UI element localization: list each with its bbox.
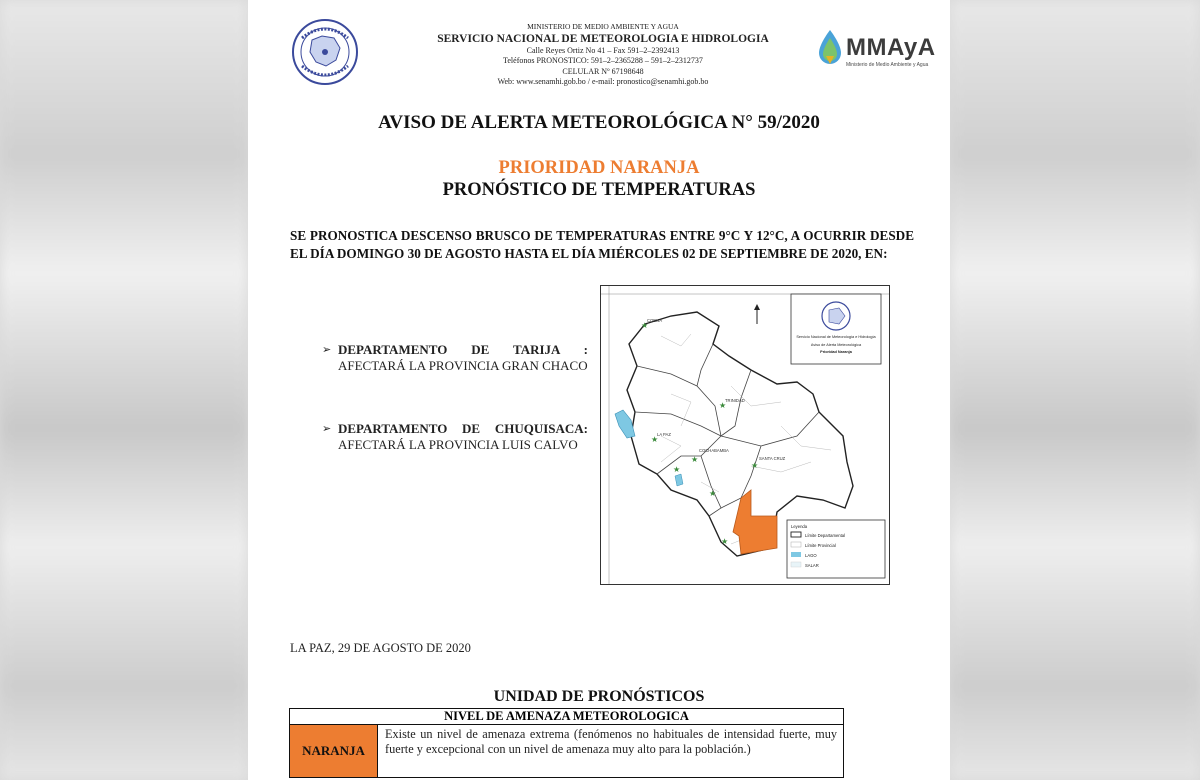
north-arrow-icon <box>754 304 760 324</box>
city-label: LA PAZ <box>657 432 671 437</box>
city-label: COCHABAMBA <box>699 448 729 453</box>
station-star-icon: ★ <box>673 465 681 474</box>
threat-description-cell: Existe un nivel de amenaza extrema (fenómenos no habituales de intensidad fuerte, muy fuerte y excepcional con un nivel de amenaza muy alto para la población.) <box>385 727 837 756</box>
department-detail: AFECTARÁ LA PROVINCIA GRAN CHACO <box>338 358 588 373</box>
senamhi-seal-logo <box>290 18 360 86</box>
letterhead-text <box>358 22 848 88</box>
bullet-arrow-icon: ➢ <box>322 344 332 356</box>
station-star-icon: ★ <box>691 455 699 464</box>
water-drop-icon <box>816 28 844 68</box>
city-label: COBIJA <box>647 318 663 323</box>
map-box-title: Servicio Nacional de Meteorología e Hidrología <box>796 335 876 339</box>
station-star-icon: ★ <box>651 435 659 444</box>
table-header: NIVEL DE AMENAZA METEOROLOGICA <box>290 709 843 725</box>
service-name: SERVICIO NACIONAL DE METEOROLOGIA E HIDROLOGIA <box>437 32 769 45</box>
mmaya-logo <box>816 28 946 72</box>
department-item <box>322 421 588 453</box>
alert-map <box>600 285 890 585</box>
station-star-icon: ★ <box>721 537 729 546</box>
threat-level-table <box>289 708 844 778</box>
phones-line: Teléfonos PRONOSTICO: 591–2–2365288 – 591–2–2312737 <box>503 56 703 65</box>
station-star-icon: ★ <box>641 321 649 330</box>
legend-item: Límite Provincial <box>805 543 836 548</box>
ministry-line: MINISTERIO DE MEDIO AMBIENTE Y AGUA <box>527 22 679 31</box>
legend-item: Límite Departamental <box>805 533 846 538</box>
table-row <box>290 725 843 777</box>
map-box-sub: Aviso de Alerta Meteorológica <box>810 343 862 347</box>
map-box-priority: Prioridad Naranja <box>820 350 852 354</box>
background-blur-left <box>0 0 248 780</box>
cell-line: CELULAR Nº 67198648 <box>562 66 644 76</box>
background-blur-right <box>950 0 1200 780</box>
legend-title: Leyenda <box>791 524 808 529</box>
legend-item: LAGO <box>805 553 817 558</box>
department-name: DEPARTAMENTO DE CHUQUISACA: <box>338 421 588 436</box>
address-line: Calle Reyes Ortiz No 41 – Fax 591–2–2392413 <box>526 45 680 55</box>
letterhead <box>248 18 950 98</box>
issue-date: LA PAZ, 29 DE AGOSTO DE 2020 <box>290 641 471 655</box>
mmaya-subtitle: Ministerio de Medio Ambiente y Agua <box>846 62 929 68</box>
city-label: SANTA CRUZ <box>759 456 786 461</box>
notice-title: AVISO DE ALERTA METEOROLÓGICA N° 59/2020 <box>378 112 820 133</box>
station-star-icon: ★ <box>719 401 727 410</box>
station-star-icon: ★ <box>709 489 717 498</box>
forecast-intro: SE PRONOSTICA DESCENSO BRUSCO DE TEMPERATURAS ENTRE 9°C Y 12°C, A OCURRIR DESDE EL DÍA DOMINGO 30 DE AGOSTO HASTA EL DÍA MIÉRCOLES 02 DE SEPTIEMBRE DE 2020, EN: <box>290 228 914 261</box>
mmaya-wordmark: MMAyA <box>846 34 936 61</box>
department-detail: AFECTARÁ LA PROVINCIA LUIS CALVO <box>338 437 578 452</box>
lake-titicaca <box>615 410 635 438</box>
department-name: DEPARTAMENTO DE TARIJA : <box>338 342 588 357</box>
notice-subtitle: PRONÓSTICO DE TEMPERATURAS <box>442 180 756 200</box>
city-label: TRINIDAD <box>725 398 745 403</box>
issuing-unit: UNIDAD DE PRONÓSTICOS <box>493 688 705 705</box>
station-star-icon: ★ <box>751 461 759 470</box>
threat-level-cell: NARANJA <box>290 725 378 777</box>
priority-label: PRIORIDAD NARANJA <box>498 158 700 178</box>
bullet-arrow-icon: ➢ <box>322 423 332 435</box>
web-line: Web: www.senamhi.gob.bo / e-mail: pronostico@senamhi.gob.bo <box>497 77 709 86</box>
document-page <box>248 0 950 780</box>
legend-item: SALAR <box>805 563 819 568</box>
department-item <box>322 342 588 374</box>
